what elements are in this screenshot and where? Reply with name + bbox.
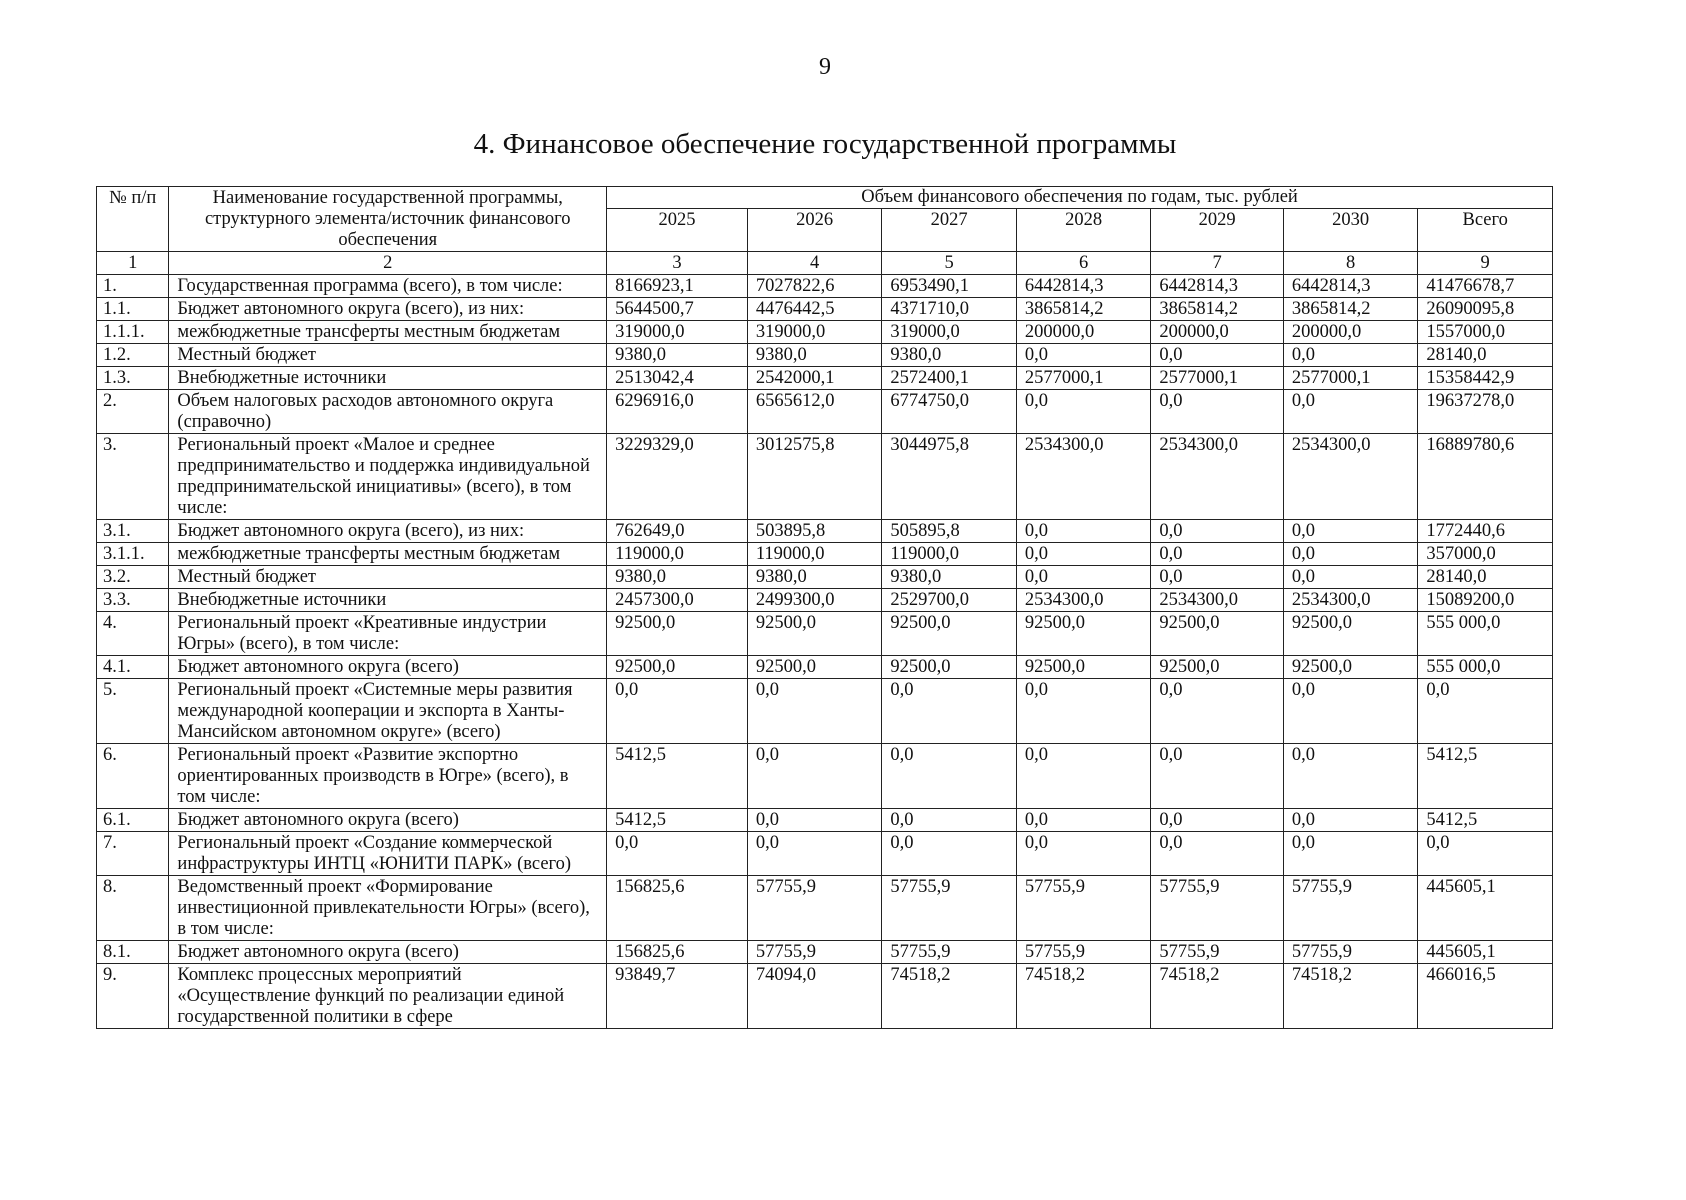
page-number: 9	[819, 54, 831, 80]
value-cell: 0,0	[747, 744, 882, 809]
value-cell: 319000,0	[882, 321, 1017, 344]
value-cell: 74518,2	[1016, 964, 1151, 1029]
table-row	[97, 744, 1553, 809]
value-cell: 0,0	[1283, 744, 1418, 809]
row-number: 9.	[97, 964, 169, 1029]
total-cell: 1557000,0	[1418, 321, 1553, 344]
table-row	[97, 344, 1553, 367]
value-cell: 2534300,0	[1016, 589, 1151, 612]
value-cell: 0,0	[1151, 679, 1283, 744]
table-row	[97, 809, 1553, 832]
header-name: Наименование государственной программы, структурного элемента/источник финансового обеспечения	[169, 187, 607, 252]
value-cell: 0,0	[1283, 679, 1418, 744]
total-cell: 466016,5	[1418, 964, 1553, 1029]
value-cell: 9380,0	[747, 566, 882, 589]
value-cell: 57755,9	[1151, 941, 1283, 964]
value-cell: 57755,9	[1016, 941, 1151, 964]
row-name: Региональный проект «Креативные индустрии Югры» (всего), в том числе:	[169, 612, 607, 656]
row-number: 1.1.1.	[97, 321, 169, 344]
value-cell: 2577000,1	[1016, 367, 1151, 390]
value-cell: 0,0	[1016, 390, 1151, 434]
column-index: 6	[1016, 252, 1151, 275]
total-cell: 5412,5	[1418, 744, 1553, 809]
value-cell: 3865814,2	[1016, 298, 1151, 321]
total-cell: 41476678,7	[1418, 275, 1553, 298]
row-number: 3.1.	[97, 520, 169, 543]
total-cell: 357000,0	[1418, 543, 1553, 566]
total-cell: 15358442,9	[1418, 367, 1553, 390]
value-cell: 2457300,0	[607, 589, 748, 612]
value-cell: 0,0	[1016, 543, 1151, 566]
value-cell: 2513042,4	[607, 367, 748, 390]
value-cell: 119000,0	[882, 543, 1017, 566]
column-index: 2	[169, 252, 607, 275]
table-row	[97, 964, 1553, 1029]
value-cell: 92500,0	[1283, 656, 1418, 679]
row-name: Внебюджетные источники	[169, 589, 607, 612]
value-cell: 0,0	[1283, 520, 1418, 543]
value-cell: 57755,9	[1016, 876, 1151, 941]
value-cell: 9380,0	[882, 344, 1017, 367]
row-name: Комплекс процессных мероприятий «Осуществление функций по реализации единой государственной политики в сфере	[169, 964, 607, 1029]
value-cell: 0,0	[882, 679, 1017, 744]
header-year: 2027	[882, 209, 1017, 252]
table-row	[97, 832, 1553, 876]
value-cell: 0,0	[747, 679, 882, 744]
value-cell: 2572400,1	[882, 367, 1017, 390]
value-cell: 57755,9	[1151, 876, 1283, 941]
header-year: 2030	[1283, 209, 1418, 252]
value-cell: 0,0	[1283, 566, 1418, 589]
row-name: межбюджетные трансферты местным бюджетам	[169, 321, 607, 344]
value-cell: 3012575,8	[747, 434, 882, 520]
table-row	[97, 298, 1553, 321]
value-cell: 0,0	[1151, 809, 1283, 832]
value-cell: 319000,0	[607, 321, 748, 344]
table-row	[97, 520, 1553, 543]
value-cell: 57755,9	[882, 941, 1017, 964]
value-cell: 0,0	[1016, 832, 1151, 876]
row-name: Внебюджетные источники	[169, 367, 607, 390]
value-cell: 3044975,8	[882, 434, 1017, 520]
table-row	[97, 876, 1553, 941]
value-cell: 0,0	[1283, 390, 1418, 434]
table-row	[97, 321, 1553, 344]
value-cell: 2534300,0	[1016, 434, 1151, 520]
value-cell: 2499300,0	[747, 589, 882, 612]
table-row	[97, 589, 1553, 612]
value-cell: 6774750,0	[882, 390, 1017, 434]
row-name: Местный бюджет	[169, 344, 607, 367]
value-cell: 6953490,1	[882, 275, 1017, 298]
value-cell: 2534300,0	[1151, 589, 1283, 612]
total-cell: 15089200,0	[1418, 589, 1553, 612]
row-number: 2.	[97, 390, 169, 434]
value-cell: 119000,0	[607, 543, 748, 566]
column-index-row	[97, 252, 1553, 275]
value-cell: 9380,0	[747, 344, 882, 367]
column-index: 1	[97, 252, 169, 275]
value-cell: 0,0	[1016, 809, 1151, 832]
value-cell: 6442814,3	[1016, 275, 1151, 298]
value-cell: 92500,0	[1016, 612, 1151, 656]
row-name: Региональный проект «Системные меры развития международной кооперации и экспорта в Ханты-Мансийском автономном округе» (всего)	[169, 679, 607, 744]
value-cell: 0,0	[1283, 809, 1418, 832]
value-cell: 9380,0	[882, 566, 1017, 589]
column-index: 4	[747, 252, 882, 275]
value-cell: 3865814,2	[1151, 298, 1283, 321]
row-number: 1.2.	[97, 344, 169, 367]
row-name: Местный бюджет	[169, 566, 607, 589]
value-cell: 74518,2	[1151, 964, 1283, 1029]
value-cell: 57755,9	[747, 876, 882, 941]
row-number: 7.	[97, 832, 169, 876]
value-cell: 57755,9	[1283, 941, 1418, 964]
row-number: 3.1.1.	[97, 543, 169, 566]
row-number: 5.	[97, 679, 169, 744]
header-year: 2025	[607, 209, 748, 252]
value-cell: 503895,8	[747, 520, 882, 543]
value-cell: 156825,6	[607, 876, 748, 941]
value-cell: 92500,0	[1151, 656, 1283, 679]
row-number: 3.3.	[97, 589, 169, 612]
value-cell: 0,0	[882, 832, 1017, 876]
value-cell: 92500,0	[1283, 612, 1418, 656]
value-cell: 92500,0	[1151, 612, 1283, 656]
column-index: 7	[1151, 252, 1283, 275]
total-cell: 26090095,8	[1418, 298, 1553, 321]
value-cell: 92500,0	[882, 612, 1017, 656]
value-cell: 92500,0	[607, 612, 748, 656]
total-cell: 28140,0	[1418, 344, 1553, 367]
value-cell: 119000,0	[747, 543, 882, 566]
total-cell: 0,0	[1418, 679, 1553, 744]
value-cell: 57755,9	[747, 941, 882, 964]
value-cell: 92500,0	[1016, 656, 1151, 679]
value-cell: 156825,6	[607, 941, 748, 964]
header-number: № п/п	[97, 187, 169, 252]
total-cell: 555 000,0	[1418, 656, 1553, 679]
total-cell: 1772440,6	[1418, 520, 1553, 543]
row-number: 1.1.	[97, 298, 169, 321]
value-cell: 6442814,3	[1283, 275, 1418, 298]
value-cell: 2529700,0	[882, 589, 1017, 612]
financing-table	[96, 186, 1553, 1029]
value-cell: 9380,0	[607, 344, 748, 367]
value-cell: 0,0	[1283, 344, 1418, 367]
row-number: 1.3.	[97, 367, 169, 390]
value-cell: 319000,0	[747, 321, 882, 344]
row-name: Государственная программа (всего), в том числе:	[169, 275, 607, 298]
value-cell: 0,0	[1283, 543, 1418, 566]
row-number: 8.1.	[97, 941, 169, 964]
value-cell: 0,0	[1151, 744, 1283, 809]
table-row	[97, 941, 1553, 964]
value-cell: 93849,7	[607, 964, 748, 1029]
row-name: межбюджетные трансферты местным бюджетам	[169, 543, 607, 566]
row-number: 4.	[97, 612, 169, 656]
value-cell: 7027822,6	[747, 275, 882, 298]
column-index: 3	[607, 252, 748, 275]
value-cell: 74518,2	[1283, 964, 1418, 1029]
value-cell: 0,0	[882, 809, 1017, 832]
header-row-group	[97, 187, 1553, 209]
value-cell: 4476442,5	[747, 298, 882, 321]
value-cell: 0,0	[1016, 520, 1151, 543]
row-name: Объем налоговых расходов автономного округа (справочно)	[169, 390, 607, 434]
value-cell: 5644500,7	[607, 298, 748, 321]
table-row	[97, 612, 1553, 656]
page-title: 4. Финансовое обеспечение государственной программы	[473, 128, 1177, 160]
value-cell: 0,0	[882, 744, 1017, 809]
total-cell: 555 000,0	[1418, 612, 1553, 656]
value-cell: 0,0	[1151, 520, 1283, 543]
value-cell: 0,0	[1016, 344, 1151, 367]
value-cell: 200000,0	[1016, 321, 1151, 344]
total-cell: 445605,1	[1418, 876, 1553, 941]
row-name: Региональный проект «Создание коммерческой инфраструктуры ИНТЦ «ЮНИТИ ПАРК» (всего)	[169, 832, 607, 876]
total-cell: 19637278,0	[1418, 390, 1553, 434]
column-index: 5	[882, 252, 1017, 275]
row-number: 1.	[97, 275, 169, 298]
row-number: 4.1.	[97, 656, 169, 679]
total-cell: 28140,0	[1418, 566, 1553, 589]
value-cell: 4371710,0	[882, 298, 1017, 321]
value-cell: 200000,0	[1283, 321, 1418, 344]
value-cell: 9380,0	[607, 566, 748, 589]
table-row	[97, 543, 1553, 566]
row-name: Бюджет автономного округа (всего), из них:	[169, 520, 607, 543]
value-cell: 0,0	[607, 832, 748, 876]
value-cell: 0,0	[1151, 344, 1283, 367]
value-cell: 0,0	[1016, 744, 1151, 809]
table-row	[97, 566, 1553, 589]
total-cell: 5412,5	[1418, 809, 1553, 832]
value-cell: 0,0	[1283, 832, 1418, 876]
value-cell: 74518,2	[882, 964, 1017, 1029]
header-year: 2029	[1151, 209, 1283, 252]
value-cell: 57755,9	[1283, 876, 1418, 941]
row-name: Бюджет автономного округа (всего)	[169, 656, 607, 679]
table-row	[97, 390, 1553, 434]
row-number: 8.	[97, 876, 169, 941]
total-cell: 0,0	[1418, 832, 1553, 876]
value-cell: 2534300,0	[1151, 434, 1283, 520]
table-row	[97, 434, 1553, 520]
header-funding-group: Объем финансового обеспечения по годам, тыс. рублей	[607, 187, 1553, 209]
value-cell: 0,0	[747, 832, 882, 876]
value-cell: 6565612,0	[747, 390, 882, 434]
total-cell: 16889780,6	[1418, 434, 1553, 520]
value-cell: 0,0	[1151, 566, 1283, 589]
row-number: 6.	[97, 744, 169, 809]
header-year: 2028	[1016, 209, 1151, 252]
value-cell: 57755,9	[882, 876, 1017, 941]
value-cell: 2534300,0	[1283, 434, 1418, 520]
value-cell: 3865814,2	[1283, 298, 1418, 321]
value-cell: 0,0	[1151, 543, 1283, 566]
column-index: 9	[1418, 252, 1553, 275]
value-cell: 505895,8	[882, 520, 1017, 543]
row-name: Бюджет автономного округа (всего)	[169, 809, 607, 832]
table-row	[97, 679, 1553, 744]
table-row	[97, 275, 1553, 298]
value-cell: 0,0	[1151, 390, 1283, 434]
value-cell: 2577000,1	[1283, 367, 1418, 390]
value-cell: 8166923,1	[607, 275, 748, 298]
table-row	[97, 367, 1553, 390]
row-name: Региональный проект «Развитие экспортно ориентированных производств в Югре» (всего), в том числе:	[169, 744, 607, 809]
header-year: 2026	[747, 209, 882, 252]
value-cell: 5412,5	[607, 809, 748, 832]
row-name: Бюджет автономного округа (всего), из них:	[169, 298, 607, 321]
row-number: 6.1.	[97, 809, 169, 832]
value-cell: 92500,0	[882, 656, 1017, 679]
value-cell: 200000,0	[1151, 321, 1283, 344]
value-cell: 92500,0	[607, 656, 748, 679]
value-cell: 6442814,3	[1151, 275, 1283, 298]
total-cell: 445605,1	[1418, 941, 1553, 964]
row-number: 3.2.	[97, 566, 169, 589]
row-name: Бюджет автономного округа (всего)	[169, 941, 607, 964]
table-row	[97, 656, 1553, 679]
value-cell: 0,0	[607, 679, 748, 744]
row-number: 3.	[97, 434, 169, 520]
value-cell: 0,0	[747, 809, 882, 832]
row-name: Региональный проект «Малое и среднее предпринимательство и поддержка индивидуальной предпринимательской инициативы» (всего), в том числе:	[169, 434, 607, 520]
value-cell: 0,0	[1151, 832, 1283, 876]
value-cell: 2542000,1	[747, 367, 882, 390]
value-cell: 3229329,0	[607, 434, 748, 520]
row-name: Ведомственный проект «Формирование инвестиционной привлекательности Югры» (всего), в том числе:	[169, 876, 607, 941]
header-total: Всего	[1418, 209, 1553, 252]
value-cell: 5412,5	[607, 744, 748, 809]
value-cell: 762649,0	[607, 520, 748, 543]
column-index: 8	[1283, 252, 1418, 275]
value-cell: 2577000,1	[1151, 367, 1283, 390]
value-cell: 92500,0	[747, 656, 882, 679]
value-cell: 0,0	[1016, 566, 1151, 589]
value-cell: 2534300,0	[1283, 589, 1418, 612]
value-cell: 74094,0	[747, 964, 882, 1029]
value-cell: 0,0	[1016, 679, 1151, 744]
value-cell: 6296916,0	[607, 390, 748, 434]
value-cell: 92500,0	[747, 612, 882, 656]
